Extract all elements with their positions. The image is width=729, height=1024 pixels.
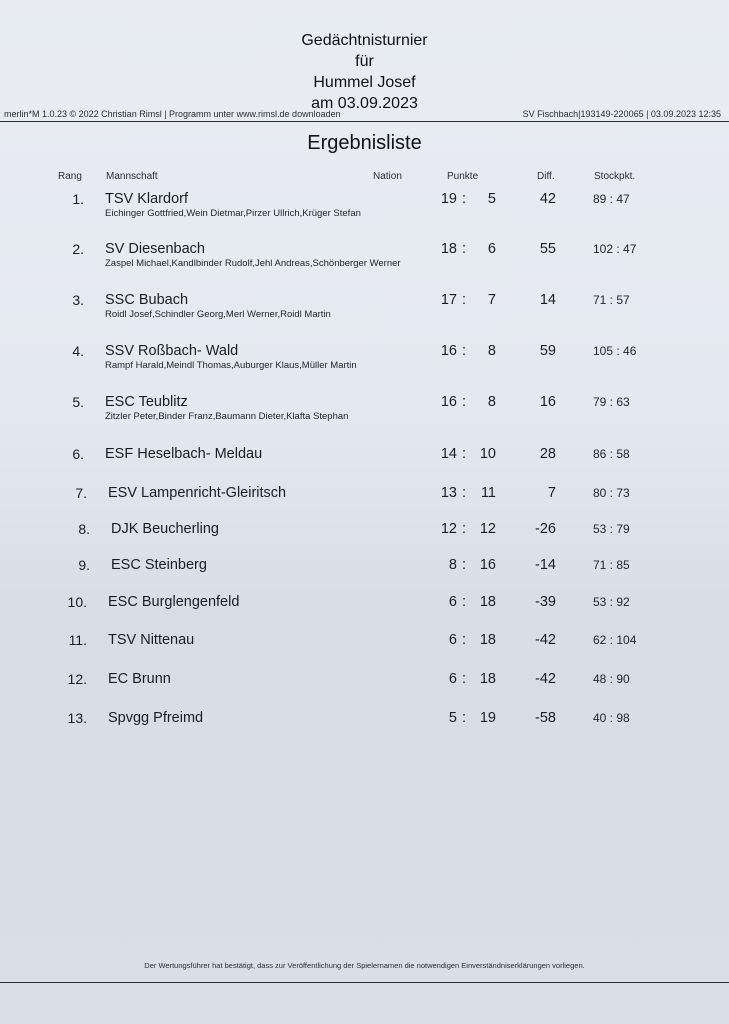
row-points-against: 10 [479,446,496,462]
points-separator: : [461,241,467,257]
row-stock-points: 102 : 47 [593,242,637,256]
row-points-against: 16 [479,557,496,573]
row-stock-points: 79 : 63 [593,395,630,409]
table-row [0,520,729,560]
row-points-against: 5 [487,191,496,207]
points-separator: : [461,557,467,573]
col-head-points: Punkte [447,171,479,182]
points-separator: : [461,521,467,537]
row-team: ESC Burglengenfeld [108,594,240,610]
heading-line-1: Gedächtnisturnier [301,32,428,49]
row-rank: 1. [72,191,84,207]
row-team: EC Brunn [108,671,171,687]
row-diff: 28 [539,446,556,462]
footer-note: Der Wertungsführer hat bestätigt, dass zur Veröffentlichung der Spielernamen die notwendigen Einverständniserklärungen vorliegen. [144,961,585,970]
row-stock-points: 53 : 79 [593,522,630,536]
row-points-against: 18 [479,594,496,610]
col-head-rank: Rang [58,171,82,182]
row-points-against: 6 [487,241,496,257]
row-players: Roidl Josef,Schindler Georg,Merl Werner,Roidl Martin [105,309,331,320]
row-rank: 11. [68,632,87,648]
row-points-for: 6 [448,671,457,687]
row-rank: 7. [75,485,87,501]
row-points-for: 17 [440,292,457,308]
row-points-against: 7 [487,292,496,308]
header-rule [0,121,729,122]
row-points-for: 16 [440,394,457,410]
row-points-for: 12 [440,521,457,537]
program-info: merlin*M 1.0.23 © 2022 Christian Rimsl | Programm unter www.rimsl.de downloaden [4,109,341,119]
row-points-for: 13 [440,485,457,501]
table-row [0,291,729,331]
table-row [0,445,729,485]
list-title: Ergebnisliste [307,132,422,154]
meta-line [0,108,729,121]
footer-rule [0,982,729,983]
table-row [0,593,729,633]
col-head-team: Mannschaft [106,171,158,182]
row-rank: 3. [72,292,84,308]
row-stock-points: 89 : 47 [593,192,630,206]
table-row [0,240,729,280]
row-team: SV Diesenbach [105,241,205,257]
points-separator: : [461,594,467,610]
row-points-for: 14 [440,446,457,462]
row-team: ESC Teublitz [105,394,188,410]
points-separator: : [461,343,467,359]
row-points-for: 5 [448,710,457,726]
club-info: SV Fischbach|193149-220065 | 03.09.2023 12:35 [522,109,721,119]
tournament-heading [0,30,729,114]
row-stock-points: 80 : 73 [593,486,630,500]
row-team: TSV Klardorf [105,191,188,207]
row-points-for: 6 [448,632,457,648]
row-points-for: 19 [440,191,457,207]
points-separator: : [461,671,467,687]
col-head-nation: Nation [373,171,402,182]
table-row [0,709,729,749]
table-row [0,393,729,433]
row-diff: -26 [535,521,556,537]
row-diff: 55 [539,241,556,257]
row-diff: -14 [535,557,556,573]
row-team: SSC Bubach [105,292,189,308]
row-points-against: 19 [479,710,496,726]
row-diff: 42 [539,191,556,207]
heading-line-4: am 03.09.2023 [311,95,418,112]
row-team: TSV Nittenau [108,632,195,648]
table-row [0,484,729,524]
row-diff: -58 [535,710,556,726]
row-stock-points: 48 : 90 [593,672,630,686]
row-team: ESF Heselbach- Meldau [105,446,263,462]
row-diff: 7 [547,485,556,501]
row-points-against: 18 [479,671,496,687]
points-separator: : [461,191,467,207]
row-points-against: 8 [487,343,496,359]
row-stock-points: 62 : 104 [593,633,637,647]
heading-line-2: für [355,53,374,70]
row-points-against: 18 [479,632,496,648]
row-rank: 6. [72,446,84,462]
points-separator: : [461,485,467,501]
row-team: ESC Steinberg [111,557,207,573]
heading-line-3: Hummel Josef [313,74,416,91]
row-team: Spvgg Pfreimd [108,710,204,726]
col-head-diff: Diff. [537,171,555,182]
row-stock-points: 53 : 92 [593,595,630,609]
row-diff: 16 [539,394,556,410]
row-rank: 9. [78,557,90,573]
points-separator: : [461,394,467,410]
row-stock-points: 105 : 46 [593,344,637,358]
row-stock-points: 40 : 98 [593,711,630,725]
row-diff: -39 [535,594,556,610]
row-stock-points: 71 : 85 [593,558,630,572]
row-rank: 12. [67,671,87,687]
row-points-against: 8 [487,394,496,410]
row-rank: 10. [67,594,87,610]
row-team: SSV Roßbach- Wald [105,343,239,359]
table-row [0,631,729,671]
row-rank: 4. [72,343,84,359]
row-points-for: 16 [440,343,457,359]
row-diff: 14 [539,292,556,308]
row-points-for: 18 [440,241,457,257]
table-row [0,342,729,382]
row-diff: 59 [539,343,556,359]
points-separator: : [461,446,467,462]
row-points-against: 12 [479,521,496,537]
row-players: Zitzler Peter,Binder Franz,Baumann Dieter,Klafta Stephan [105,411,349,422]
row-players: Eichinger Gottfried,Wein Dietmar,Pirzer Ullrich,Krüger Stefan [105,208,361,219]
points-separator: : [461,710,467,726]
points-separator: : [461,632,467,648]
col-head-stock: Stockpkt. [594,171,636,182]
row-team: ESV Lampenricht-Gleiritsch [108,485,287,501]
points-separator: : [461,292,467,308]
row-rank: 5. [72,394,84,410]
row-stock-points: 86 : 58 [593,447,630,461]
row-points-for: 8 [448,557,457,573]
row-diff: -42 [535,632,556,648]
row-points-for: 6 [448,594,457,610]
row-points-against: 11 [480,485,496,501]
row-team: DJK Beucherling [111,521,219,537]
row-rank: 2. [72,241,84,257]
row-diff: -42 [535,671,556,687]
table-row [0,190,729,230]
row-players: Rampf Harald,Meindl Thomas,Auburger Klaus,Müller Martin [105,360,357,371]
row-stock-points: 71 : 57 [593,293,630,307]
table-row [0,556,729,596]
table-row [0,670,729,710]
row-rank: 13. [67,710,87,726]
row-players: Zaspel Michael,Kandlbinder Rudolf,Jehl Andreas,Schönberger Werner [105,258,401,269]
row-rank: 8. [78,521,90,537]
